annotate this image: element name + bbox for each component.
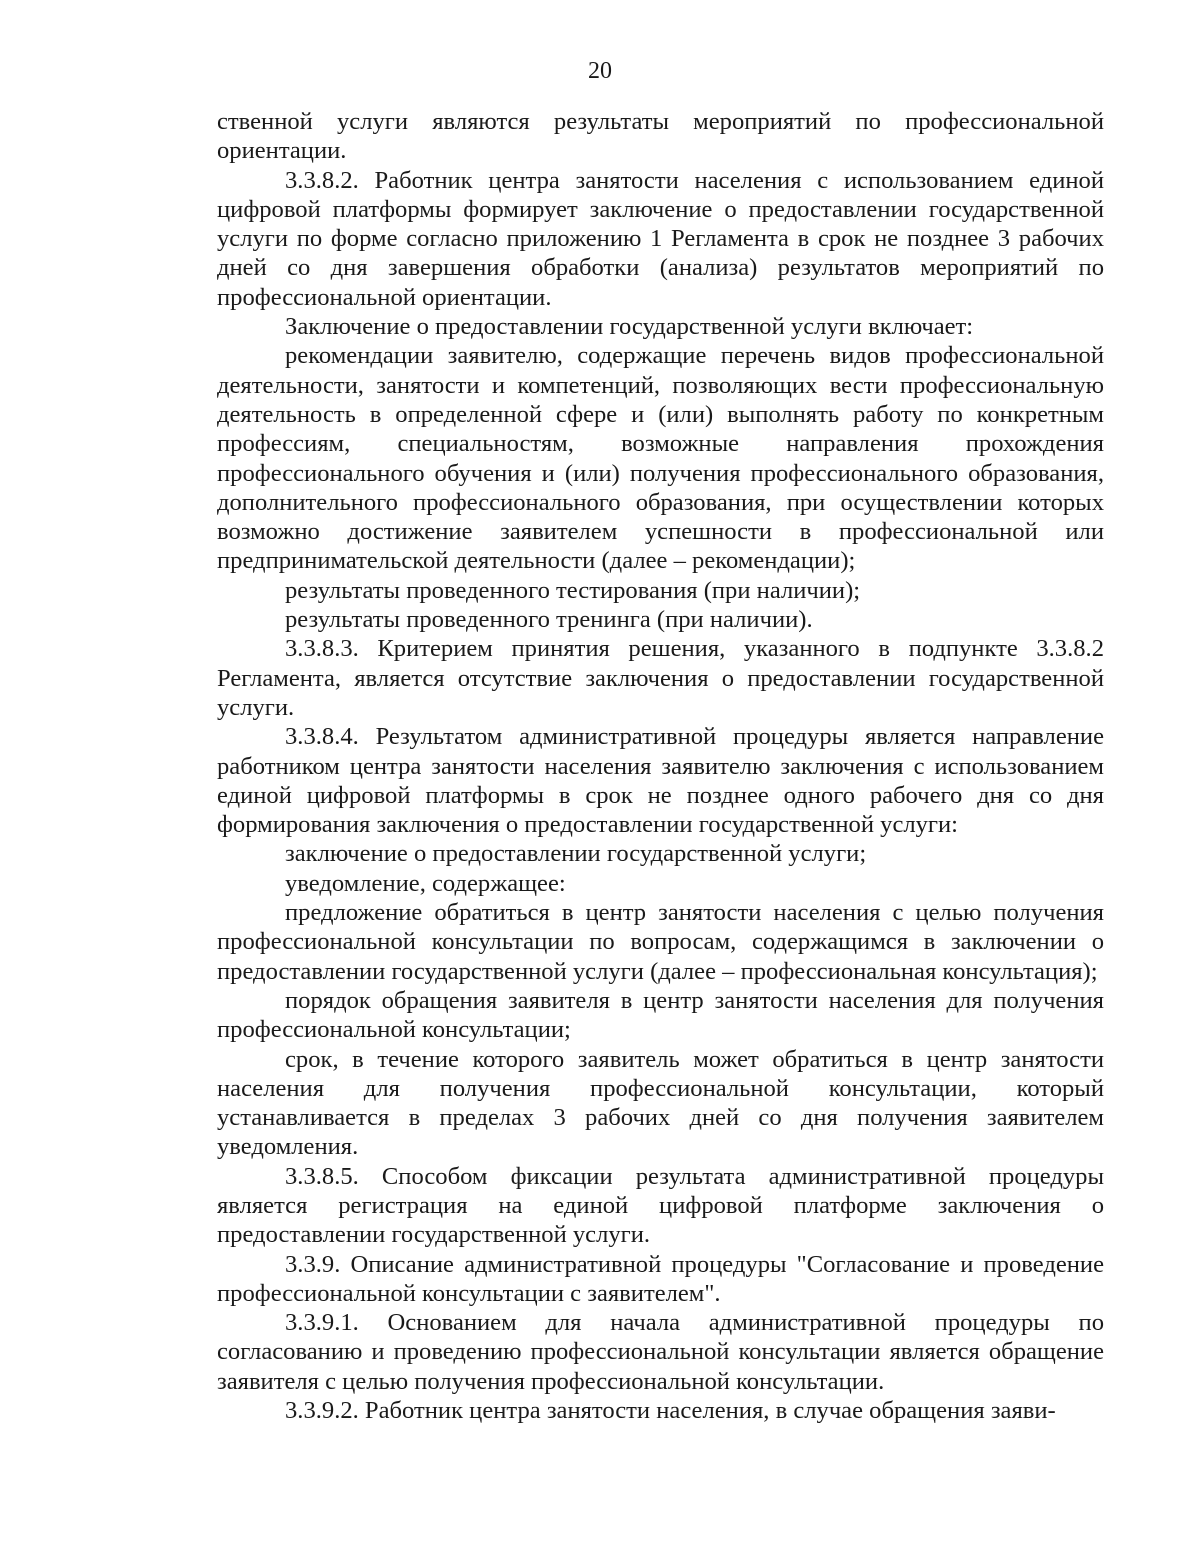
paragraph: предложение обратиться в центр занятости населения с целью получения профессиональной консультации по вопросам, содержащимся в заключении о предоставлении государственной услуги (далее – профессиональная консультация); (217, 899, 1104, 985)
page-number: 20 (588, 58, 612, 84)
paragraph: 3.3.9.1. Основанием для начала административной процедуры по согласованию и проведению профессиональной консультации является обращение заявителя с целью получения профессиональной консультации. (217, 1309, 1104, 1395)
paragraph: порядок обращения заявителя в центр занятости населения для получения профессиональной консультации; (217, 986, 1104, 1044)
paragraph: рекомендации заявителю, содержащие перечень видов профессиональной деятельности, занятости и компетенций, позволяющих вести профессиональную деятельность в определенной сфере и (или) выполнять работу по конкретным профессиям, специальностям, возможные направления прохождения профессионального обучения и (или) получения профессионального образования, дополнительного профессионального образования, при осуществлении которых возможно достижение заявителем успешности в профессиональной или предпринимательской деятельности (далее – рекомендации); (217, 342, 1104, 575)
paragraph: 3.3.9.2. Работник центра занятости населения, в случае обращения заяви- (285, 1397, 1056, 1425)
paragraph: 3.3.8.2. Работник центра занятости населения с использованием единой цифровой платформы формирует заключение о предоставлении государственной услуги по форме согласно приложению 1 Регламента в срок не позднее 3 рабочих дней со дня завершения обработки (анализа) результатов мероприятий по профессиональной ориентации. (217, 166, 1104, 311)
paragraph: результаты проведенного тренинга (при наличии). (285, 606, 813, 634)
paragraph: 3.3.8.4. Результатом административной процедуры является направление работником центра занятости населения заявителю заключения с использованием единой цифровой платформы в срок не позднее одного рабочего дня со дня формирования заключения о предоставлении государственной услуги: (217, 723, 1104, 839)
paragraph: срок, в течение которого заявитель может обратиться в центр занятости населения для получения профессиональной консультации, который устанавливается в пределах 3 рабочих дней со дня получения заявителем уведомления. (217, 1045, 1104, 1161)
paragraph: заключение о предоставлении государственной услуги; (285, 840, 867, 868)
paragraph: результаты проведенного тестирования (при наличии); (285, 576, 861, 604)
paragraph: Заключение о предоставлении государственной услуги включает: (285, 313, 974, 341)
paragraph: ственной услуги являются результаты мероприятий по профессиональной ориентации. (217, 108, 1104, 165)
paragraph: уведомление, содержащее: (285, 869, 566, 897)
paragraph: 3.3.8.3. Критерием принятия решения, указанного в подпункте 3.3.8.2 Регламента, является отсутствие заключения о предоставлении государственной услуги. (217, 635, 1104, 721)
document-body (217, 107, 1104, 1425)
paragraph: 3.3.9. Описание административной процедуры "Согласование и проведение профессиональной консультации с заявителем". (217, 1250, 1104, 1307)
paragraph: 3.3.8.5. Способом фиксации результата административной процедуры является регистрация на единой цифровой платформе заключения о предоставлении государственной услуги. (217, 1162, 1104, 1249)
